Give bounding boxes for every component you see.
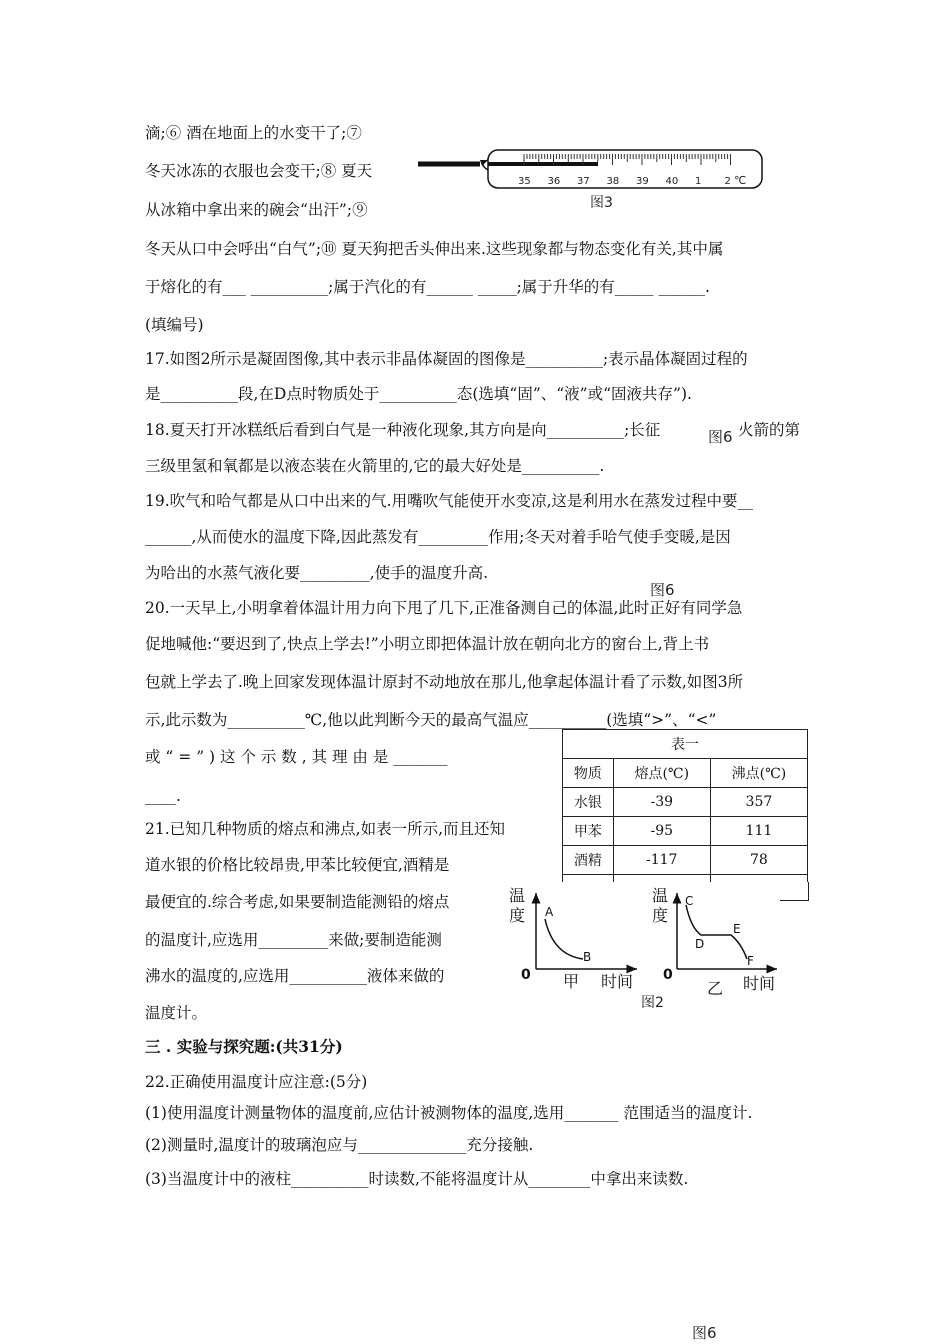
table1-container (562, 729, 812, 882)
table1-cell: 水银 (563, 788, 614, 817)
graph-b-xlabel: 时间 (743, 974, 776, 993)
table1-cell: 78 (710, 846, 807, 875)
graph-a-ylabel-1: 温 (509, 886, 526, 905)
q18-line2: 三级里氢和氧都是以液态装在火箭里的,它的最大好处是__________. (145, 457, 605, 475)
q20-line2: 促地喊他:“要迟到了,快点上学去!”小明立即把体温计放在朝向北方的窗台上,背上书 (145, 635, 710, 653)
q21-line3: 最便宜的.综合考虑,如果要制造能测铅的熔点 (145, 893, 450, 911)
q21-line4: 的温度计,应选用_________来做;要制造能测 (145, 931, 442, 949)
thermometer-tick-label: 1 (695, 176, 702, 187)
table1-fragment-line (808, 882, 809, 901)
q19-line3: 为哈出的水蒸气液化要_________,使手的温度升高. (145, 564, 489, 582)
q19-line1: 19.吹气和哈气都是从口中出来的气.用嘴吹气能使开水变凉,这是利用水在蒸发过程中要__ (145, 492, 754, 510)
table1-cell (563, 875, 614, 883)
q18-line1b: 火箭的第 (738, 421, 801, 439)
table1-cell: -39 (613, 788, 710, 817)
figure6-label-c: 图6 (692, 1324, 717, 1342)
thermometer-figure (418, 146, 770, 216)
graph-b-name: 乙 (707, 979, 724, 998)
q20-line6: ____. (145, 787, 181, 805)
q16-line6: (填编号) (145, 316, 204, 334)
graph-b-ylabel-2: 度 (652, 906, 669, 925)
thermometer-unit: ℃ (734, 174, 747, 187)
q21-line1: 21.已知几种物质的熔点和沸点,如表一所示,而且还知 (145, 820, 506, 838)
table1-title: 表一 (563, 730, 808, 759)
figure6-label-b: 图6 (650, 581, 675, 599)
table1-cell: 111 (710, 817, 807, 846)
q16-line1: 滴;⑥ 酒在地面上的水变干了;⑦ (145, 124, 362, 142)
q20-line5: 或 “ = ” ) 这 个 示 数 , 其 理 由 是 _______ (145, 748, 448, 766)
q16-line5: 于熔化的有___ __________;属于汽化的有______ _____;属于升华的有_____ ______. (145, 278, 710, 296)
graph-a-name: 甲 (563, 972, 580, 991)
q21-line2: 道水银的价格比较昂贵,甲苯比较便宜,酒精是 (145, 856, 450, 874)
q17-line1: 17.如图2所示是凝固图像,其中表示非晶体凝固的图像是__________;表示晶体凝固过程的 (145, 350, 748, 368)
mercury-column (488, 162, 598, 166)
table1-cell (710, 875, 807, 883)
q20-line1: 20.一天早上,小明拿着体温计用力向下甩了几下,正准备测自己的体温,此时正好有同学急 (145, 599, 743, 617)
table-row (563, 788, 808, 817)
table-row (563, 846, 808, 875)
graph-b-origin: 0 (663, 967, 673, 983)
q17-line2: 是__________段,在D点时物质处于__________态(选填“固”、“液”或“固液共存”). (145, 385, 692, 403)
q18-line1a: 18.夏天打开冰糕纸后看到白气是一种液化现象,其方向是向__________;长征 (145, 421, 661, 439)
q20-line4: 示,此示数为__________℃,他以此判断今天的最高气温应__________(选填“>”、“<” (145, 711, 717, 729)
q16-line4: 冬天从口中会呼出“白气”;⑩ 夏天狗把舌头伸出来.这些现象都与物态变化有关,其中属 (145, 240, 724, 258)
thermometer-tick-label: 37 (577, 176, 590, 187)
graph-b-point-C: C (685, 894, 694, 908)
thermometer-tick-label: 40 (665, 176, 679, 187)
q21-line6: 温度计。 (145, 1004, 208, 1022)
table1-cell: 甲苯 (563, 817, 614, 846)
thermometer-tick-label: 39 (636, 176, 649, 187)
table1-header: 熔点(℃) (613, 759, 710, 788)
figure3-caption: 图3 (590, 195, 613, 211)
graph-a-point-A: A (545, 905, 554, 919)
graph-a-xlabel: 时间 (601, 972, 634, 991)
table1-header: 物质 (563, 759, 614, 788)
table1-cell: 酒精 (563, 846, 614, 875)
graph-b-point-D: D (695, 937, 705, 951)
q20-line3: 包就上学去了.晚上回家发现体温计原封不动地放在那儿,他拿起体温计看了示数,如图3所 (145, 673, 744, 691)
table1 (562, 729, 808, 882)
q16-line3: 从冰箱中拿出来的碗会“出汗”;⑨ (145, 201, 368, 219)
graph-b-point-E: E (733, 922, 741, 936)
q22-item3: (3)当温度计中的液柱__________时读数,不能将温度计从________中拿出来读数. (145, 1170, 689, 1188)
q16-line2: 冬天冰冻的衣服也会变干;⑧ 夏天 (145, 162, 373, 180)
table1-cell: 357 (710, 788, 807, 817)
thermometer-tick-label: 35 (518, 176, 531, 187)
graph-b-point-F: F (747, 954, 754, 968)
graph-b-ylabel-1: 温 (652, 886, 669, 905)
figure6-label-a: 图6 (708, 428, 733, 446)
q22-item2: (2)测量时,温度计的玻璃泡应与______________充分接触. (145, 1136, 534, 1154)
table1-cell: -95 (613, 817, 710, 846)
thermometer-tick-label: 2 (724, 176, 731, 187)
graph-a-ylabel-2: 度 (509, 906, 526, 925)
solidification-graphs (505, 883, 790, 1013)
section3-title: 三 . 实验与探究题:(共31分) (145, 1037, 343, 1056)
graph-a-point-B: B (583, 950, 592, 964)
q22-title: 22.正确使用温度计应注意:(5分) (145, 1073, 368, 1091)
q19-line2: ______,从而使水的温度下降,因此蒸发有_________作用;冬天对着手哈气使手变暖,是因 (145, 528, 731, 546)
table-row (563, 875, 808, 883)
q21-line5: 沸水的温度的,应选用__________液体来做的 (145, 967, 445, 985)
thermometer-tick-label: 36 (547, 176, 561, 187)
table1-cell (613, 875, 710, 883)
table1-header: 沸点(℃) (710, 759, 807, 788)
table-row (563, 817, 808, 846)
q22-item1: (1)使用温度计测量物体的温度前,应估计被测物体的温度,选用_______ 范围适当的温度计. (145, 1104, 753, 1122)
table1-cell: -117 (613, 846, 710, 875)
graph-a-origin: 0 (521, 967, 531, 983)
figure2-caption: 图2 (641, 995, 664, 1011)
graph-a-curve (545, 919, 583, 959)
thermometer-tick-label: 38 (606, 176, 620, 187)
